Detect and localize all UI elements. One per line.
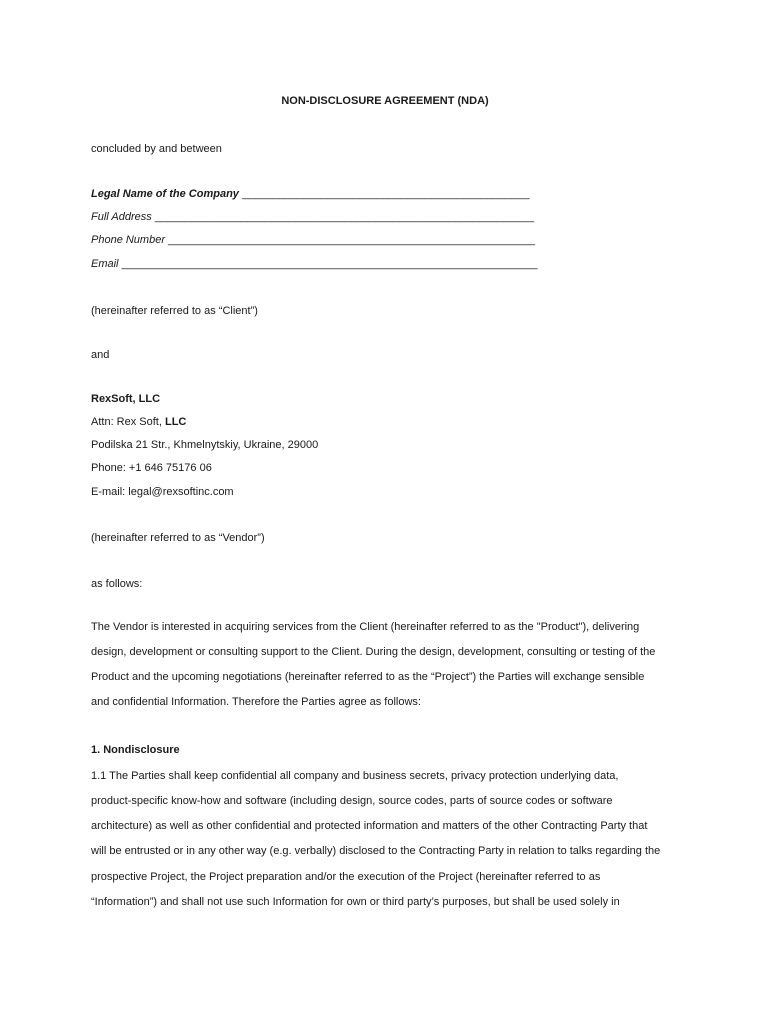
legal-name-blank: _______________________________________________ xyxy=(241,188,530,200)
vendor-attn xyxy=(91,415,186,429)
address-label: Full Address xyxy=(91,211,152,223)
legal-name-field xyxy=(91,187,530,201)
section-1-heading: 1. Nondisclosure xyxy=(91,744,180,756)
section-1-line: “Information”) and shall not use such Information for own or third party’s purposes, but shall be used solely in xyxy=(91,896,620,908)
intro-text: concluded by and between xyxy=(91,143,222,155)
vendor-attn-prefix: Attn: Rex Soft, xyxy=(91,416,165,428)
document-title: NON-DISCLOSURE AGREEMENT (NDA) xyxy=(281,95,489,107)
vendor-attn-llc: LLC xyxy=(164,416,187,428)
vendor-address: Podilska 21 Str., Khmelnytskiy, Ukraine, 29000 xyxy=(91,439,319,451)
address-blank: ______________________________________________________________ xyxy=(154,211,535,223)
section-1-line: product-specific know-how and software (including design, source codes, parts of source codes or software xyxy=(91,795,613,807)
phone-blank: ____________________________________________________________ xyxy=(168,234,536,246)
preamble-line: Product and the upcoming negotiations (hereinafter referred to as the “Project”) the Parties will exchange sensible xyxy=(91,671,645,683)
phone-field xyxy=(91,233,535,247)
as-follows-text: as follows: xyxy=(91,578,143,590)
preamble-line: The Vendor is interested in acquiring services from the Client (hereinafter referred to as the "Product"), delivering xyxy=(91,621,640,633)
email-field xyxy=(91,257,538,271)
preamble-line: design, development or consulting support to the Client. During the design, development, consulting or testing of the xyxy=(91,646,656,658)
preamble-line: and confidential Information. Therefore the Parties agree as follows: xyxy=(91,696,421,708)
and-text: and xyxy=(91,349,110,361)
address-field xyxy=(91,210,534,224)
email-blank: ____________________________________________________________________ xyxy=(121,258,538,270)
section-1-line: 1.1 The Parties shall keep confidential all company and business secrets, privacy protection underlying data, xyxy=(91,770,619,782)
phone-label: Phone Number xyxy=(91,234,165,246)
email-label: Email xyxy=(91,258,119,270)
vendor-phone: Phone: +1 646 75176 06 xyxy=(91,462,212,474)
legal-name-label: Legal Name of the Company xyxy=(91,188,239,200)
section-1-line: will be entrusted or in any other way (e.g. verbally) disclosed to the Contracting Party in relation to talks regarding the xyxy=(91,845,661,857)
section-1-line: prospective Project, the Project preparation and/or the execution of the Project (hereinafter referred to as xyxy=(91,871,601,883)
vendor-name: RexSoft, LLC xyxy=(91,393,161,405)
vendor-email: E-mail: legal@rexsoftinc.com xyxy=(91,486,234,498)
client-reference: (hereinafter referred to as “Client”) xyxy=(91,305,258,317)
section-1-line: architecture) as well as other confidential and protected information and matters of the other Contracting Party that xyxy=(91,820,648,832)
vendor-reference: (hereinafter referred to as “Vendor”) xyxy=(91,532,265,544)
